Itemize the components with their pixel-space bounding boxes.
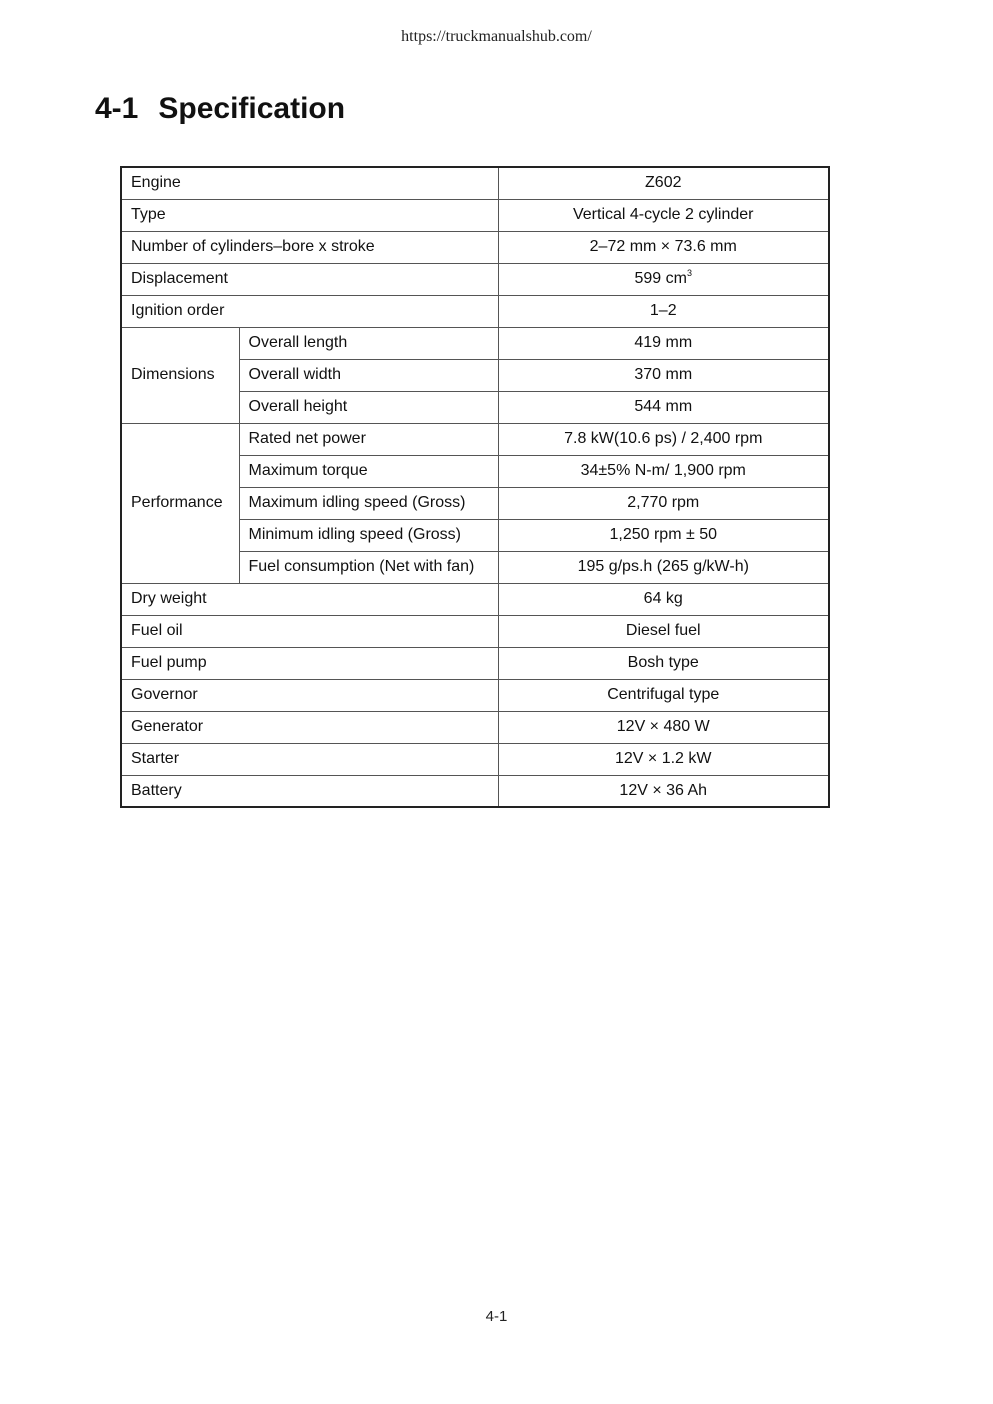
spec-value xyxy=(498,263,829,295)
spec-label: Fuel pump xyxy=(121,647,498,679)
header-url[interactable]: https://truckmanualshub.com/ xyxy=(401,28,592,45)
spec-value: 419 mm xyxy=(498,327,829,359)
table-row xyxy=(121,423,829,455)
group-label-performance: Performance xyxy=(121,423,239,583)
section-number: 4-1 xyxy=(95,92,139,125)
displacement-value: 599 cm xyxy=(634,270,687,287)
spec-value: Centrifugal type xyxy=(498,679,829,711)
spec-value: Diesel fuel xyxy=(498,615,829,647)
spec-label: Rated net power xyxy=(239,423,498,455)
table-row xyxy=(121,711,829,743)
spec-value: Vertical 4-cycle 2 cylinder xyxy=(498,199,829,231)
table-row xyxy=(121,327,829,359)
spec-label: Governor xyxy=(121,679,498,711)
table-row xyxy=(121,263,829,295)
spec-value: 64 kg xyxy=(498,583,829,615)
spec-label: Fuel oil xyxy=(121,615,498,647)
spec-value: 34±5% N-m/ 1,900 rpm xyxy=(498,455,829,487)
spec-label: Displacement xyxy=(121,263,498,295)
spec-value: 12V × 480 W xyxy=(498,711,829,743)
table-row xyxy=(121,679,829,711)
spec-label: Battery xyxy=(121,775,498,807)
spec-label: Overall width xyxy=(239,359,498,391)
table-row xyxy=(121,647,829,679)
spec-label: Overall length xyxy=(239,327,498,359)
table-row xyxy=(121,231,829,263)
spec-value: 12V × 1.2 kW xyxy=(498,743,829,775)
superscript: 3 xyxy=(686,268,692,278)
spec-value: 1–2 xyxy=(498,295,829,327)
table-row xyxy=(121,199,829,231)
table-row xyxy=(121,775,829,807)
page-title xyxy=(95,92,345,126)
spec-value: 12V × 36 Ah xyxy=(498,775,829,807)
spec-label: Engine xyxy=(121,167,498,199)
spec-value: 2–72 mm × 73.6 mm xyxy=(498,231,829,263)
spec-label: Starter xyxy=(121,743,498,775)
section-title: Specification xyxy=(158,92,346,125)
spec-label: Minimum idling speed (Gross) xyxy=(239,519,498,551)
table-row xyxy=(121,615,829,647)
spec-label: Maximum torque xyxy=(239,455,498,487)
spec-value: 1,250 rpm ± 50 xyxy=(498,519,829,551)
spec-label: Fuel consumption (Net with fan) xyxy=(239,551,498,583)
spec-value: 7.8 kW(10.6 ps) / 2,400 rpm xyxy=(498,423,829,455)
spec-value: Z602 xyxy=(498,167,829,199)
spec-value: 2,770 rpm xyxy=(498,487,829,519)
spec-value: 370 mm xyxy=(498,359,829,391)
specification-table xyxy=(120,166,830,808)
spec-value: 544 mm xyxy=(498,391,829,423)
spec-value: Bosh type xyxy=(498,647,829,679)
spec-label: Overall height xyxy=(239,391,498,423)
table-row xyxy=(121,167,829,199)
group-label-dimensions: Dimensions xyxy=(121,327,239,423)
spec-label: Generator xyxy=(121,711,498,743)
spec-label: Type xyxy=(121,199,498,231)
table-row xyxy=(121,743,829,775)
table-row xyxy=(121,295,829,327)
spec-value: 195 g/ps.h (265 g/kW-h) xyxy=(498,551,829,583)
table-row xyxy=(121,583,829,615)
spec-label: Ignition order xyxy=(121,295,498,327)
spec-label: Maximum idling speed (Gross) xyxy=(239,487,498,519)
spec-label: Number of cylinders–bore x stroke xyxy=(121,231,498,263)
spec-label: Dry weight xyxy=(121,583,498,615)
page-number: 4-1 xyxy=(485,1308,508,1325)
